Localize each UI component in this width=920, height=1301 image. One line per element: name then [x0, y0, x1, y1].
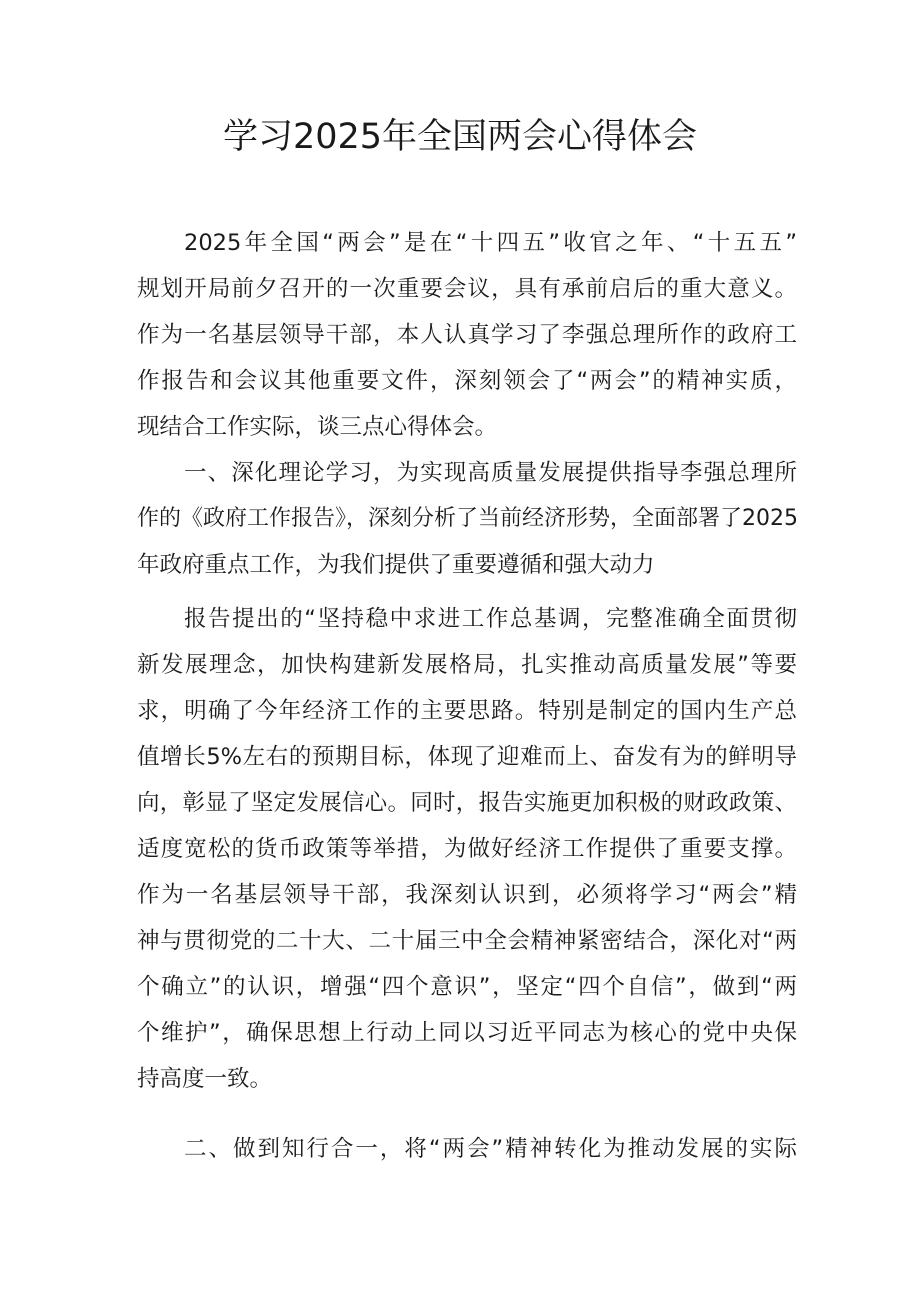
text-line: 个确立”的认识，增强“四个意识”，坚定“四个自信”，做到“两: [137, 974, 797, 1000]
section-heading-line: 一、深化理论学习，为实现高质量发展提供指导李强总理所: [184, 460, 797, 486]
text-line: 新发展理念，加快构建新发展格局，扎实推动高质量发展”等要: [137, 652, 797, 678]
text-line: 作为一名基层领导干部，本人认真学习了李强总理所作的政府工: [137, 322, 797, 348]
text-line: 作为一名基层领导干部，我深刻认识到，必须将学习“两会”精: [137, 882, 797, 908]
text-line: 向，彰显了坚定发展信心。同时，报告实施更加积极的财政政策、: [137, 790, 797, 816]
text-line: 规划开局前夕召开的一次重要会议，具有承前启后的重大意义。: [137, 276, 797, 302]
document-title: 学习2025年全国两会心得体会: [222, 117, 698, 157]
text-line: 值增长5%左右的预期目标，体现了迎难而上、奋发有为的鲜明导: [137, 744, 797, 770]
section-heading-line: 二、做到知行合一，将“两会”精神转化为推动发展的实际: [184, 1136, 797, 1162]
text-line: 神与贯彻党的二十大、二十届三中全会精神紧密结合，深化对“两: [137, 928, 797, 954]
text-line: 求，明确了今年经济工作的主要思路。特别是制定的国内生产总: [137, 698, 797, 724]
text-line: 现结合工作实际，谈三点心得体会。: [137, 414, 498, 440]
text-line: 作报告和会议其他重要文件，深刻领会了“两会”的精神实质，: [137, 368, 797, 394]
text-line: 持高度一致。: [137, 1066, 273, 1092]
text-line: 报告提出的“坚持稳中求进工作总基调，完整准确全面贯彻: [184, 606, 797, 632]
text-line: 作的《政府工作报告》，深刻分析了当前经济形势，全面部署了2025: [137, 506, 798, 531]
text-line: 年政府重点工作，为我们提供了重要遵循和强大动力: [137, 552, 655, 578]
text-line: 2025年全国“两会”是在“十四五”收官之年、“十五五”: [184, 230, 797, 256]
text-line: 个维护”，确保思想上行动上同以习近平同志为核心的党中央保: [137, 1020, 797, 1046]
text-line: 适度宽松的货币政策等举措，为做好经济工作提供了重要支撑。: [137, 836, 797, 862]
